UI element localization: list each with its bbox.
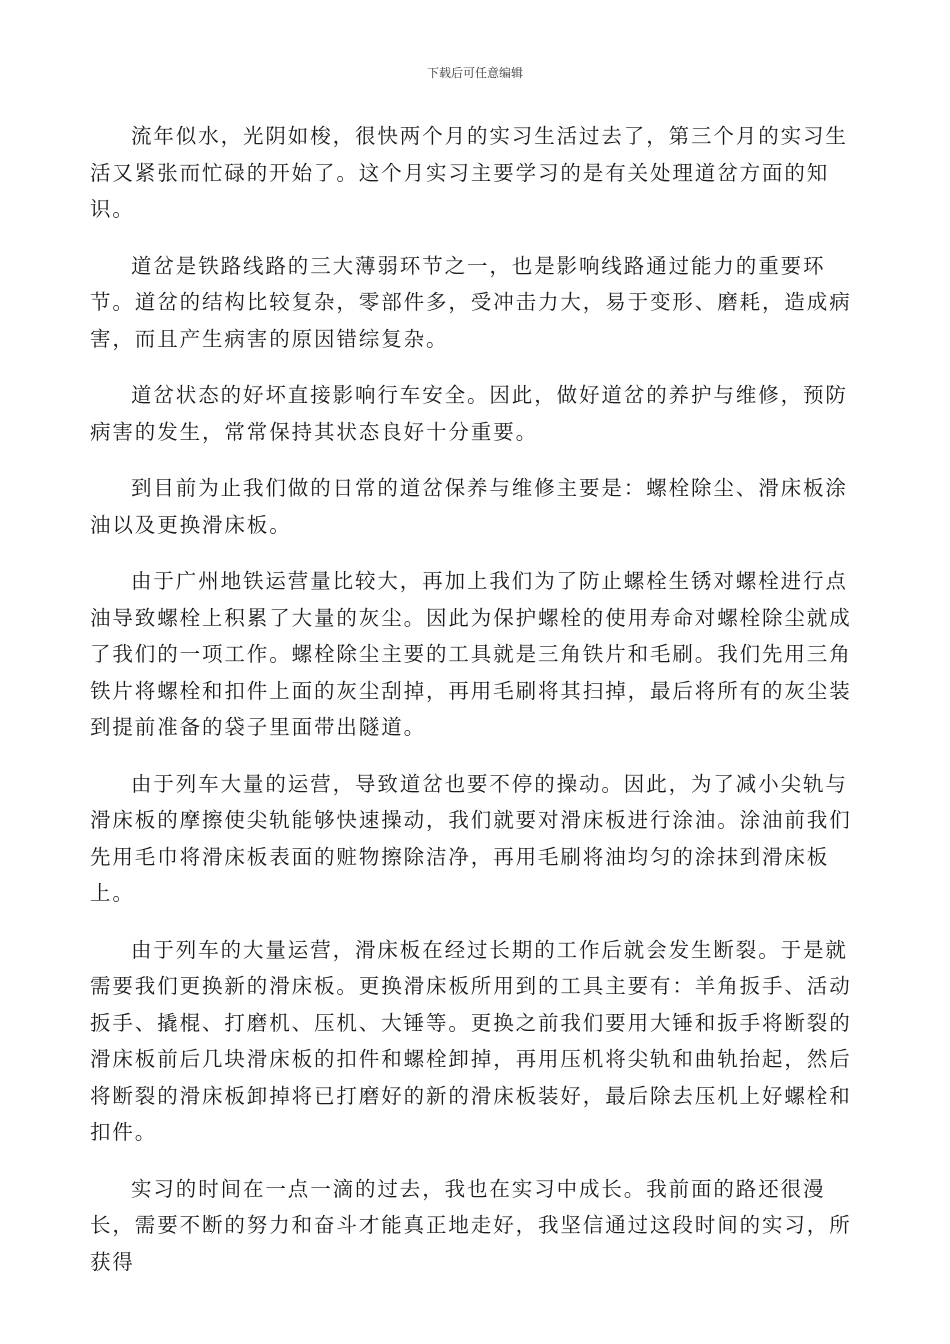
paragraph-3: 道岔状态的好坏直接影响行车安全。因此，做好道岔的养护与维修，预防病害的发生，常常保持其状态良好十分重要。 (90, 383, 848, 444)
page-header-note: 下载后可任意编辑 (426, 66, 523, 80)
paragraph-2: 道岔是铁路线路的三大薄弱环节之一，也是影响线路通过能力的重要环节。道岔的结构比较复杂，零部件多，受冲击力大，易于变形、磨耗，造成病害，而且产生病害的原因错综复杂。 (90, 253, 852, 351)
paragraph-8: 实习的时间在一点一滴的过去，我也在实习中成长。我前面的路还很漫长，需要不断的努力和奋斗才能真正地走好，我坚信通过这段时间的实习，所获得 (90, 1176, 852, 1274)
paragraph-5: 由于广州地铁运营量比较大，再加上我们为了防止螺栓生锈对螺栓进行点油导致螺栓上积累了大量的灰尘。因此为保护螺栓的使用寿命对螺栓除尘就成了我们的一项工作。螺栓除尘主要的工具就是三角铁片和毛刷。我们先用三角铁片将螺栓和扣件上面的灰尘刮掉，再用毛刷将其扫掉，最后将所有的灰尘装到提前准备的袋子里面带出隧道。 (90, 569, 852, 739)
document-body (90, 118, 870, 1300)
paragraph-6: 由于列车大量的运营，导致道岔也要不停的操动。因此，为了减小尖轨与滑床板的摩擦使尖轨能够快速操动，我们就要对滑床板进行涂油。涂油前我们先用毛巾将滑床板表面的赃物擦除洁净，再用毛刷将油均匀的涂抹到滑床板上。 (90, 771, 852, 905)
paragraph-4: 到目前为止我们做的日常的道岔保养与维修主要是：螺栓除尘、滑床板涂油以及更换滑床板。 (90, 476, 848, 537)
paragraph-1: 流年似水，光阴如梭，很快两个月的实习生活过去了，第三个月的实习生活又紧张而忙碌的开始了。这个月实习主要学习的是有关处理道岔方面的知识。 (90, 124, 848, 221)
paragraph-7: 由于列车的大量运营，滑床板在经过长期的工作后就会发生断裂。于是就需要我们更换新的滑床板。更换滑床板所用到的工具主要有：羊角扳手、活动扳手、撬棍、打磨机、压机、大锤等。更换之前我们要用大锤和扳手将断裂的滑床板前后几块滑床板的扣件和螺栓卸掉，再用压机将尖轨和曲轨抬起，然后将断裂的滑床板卸掉将已打磨好的新的滑床板装好，最后除去压机上好螺栓和扣件。 (90, 937, 852, 1144)
